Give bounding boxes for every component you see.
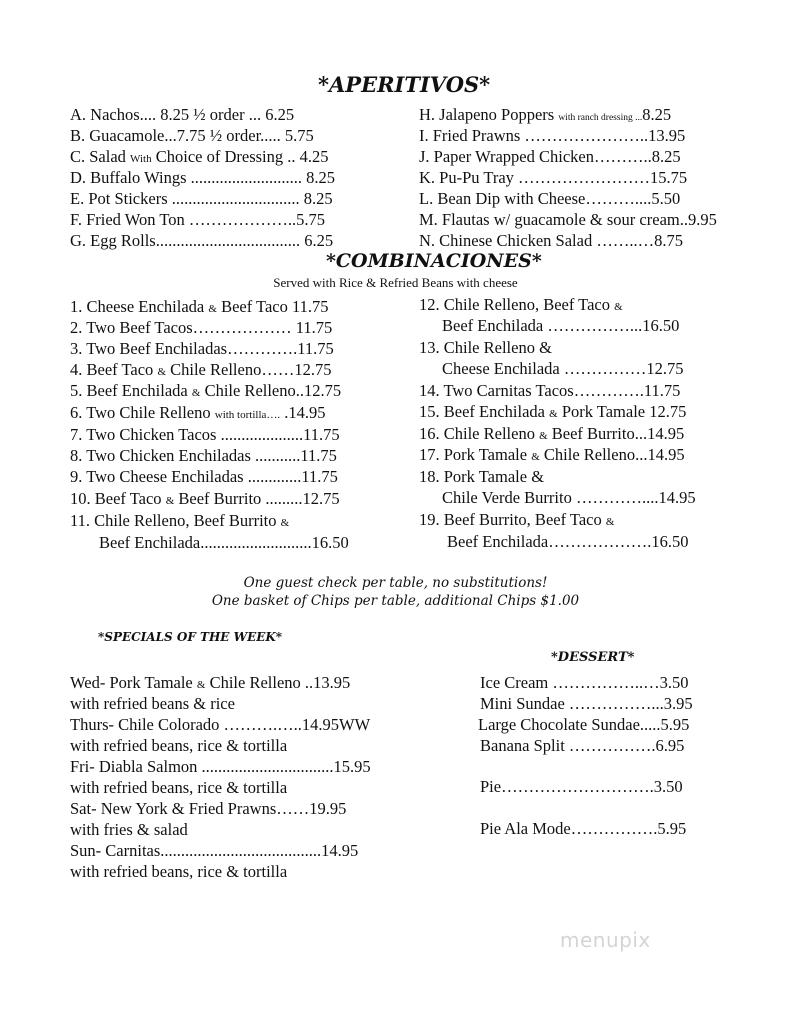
item-price: Chile Relleno...14.95 [539, 445, 685, 464]
item-price: Choice of Dressing .. 4.25 [151, 147, 329, 166]
item-note: with ranch dressing ... [558, 113, 643, 123]
item-amp: & [191, 387, 201, 399]
menu-item: E. Pot Stickers ............................... 8.25 [70, 189, 333, 208]
item-price: Beef Burrito .........12.75 [174, 489, 340, 508]
special-description: with refried beans, rice & tortilla [70, 736, 288, 755]
special-item: Sun- Carnitas.......................................14.95 [70, 841, 359, 860]
combo-item: 7. Two Chicken Tacos ....................11.75 [70, 425, 340, 444]
item-text: 10. Beef Taco [70, 489, 166, 508]
menu-item: J. Paper Wrapped Chicken………..8.25 [419, 147, 681, 166]
aperitivos-title: *APERITIVOS* [318, 72, 491, 97]
combo-item [419, 509, 614, 533]
combo-item: 18. Pork Tamale & [419, 467, 545, 486]
item-text: H. Jalapeno Poppers [419, 105, 559, 124]
combo-item: Beef Enchilada……………….16.50 [447, 532, 689, 551]
combo-item: 8. Two Chicken Enchiladas ...........11.75 [70, 446, 337, 465]
item-note: with tortilla…. [214, 409, 281, 421]
item-price: Beef Taco 11.75 [216, 297, 329, 316]
item-amp: & [539, 430, 548, 442]
combo-item [419, 444, 685, 468]
item-text: 1. Cheese Enchilada [70, 297, 209, 316]
item-price: 8.25 [642, 105, 672, 124]
item-price: Chile Relleno ..13.95 [205, 673, 351, 692]
combinaciones-subtitle: Served with Rice & Refried Beans with cheese [273, 275, 518, 290]
item-price: Beef Burrito...14.95 [547, 424, 685, 443]
item-amp: & [165, 495, 175, 507]
combo-item: 14. Two Carnitas Tacos………….11.75 [419, 381, 681, 400]
combo-item [70, 380, 341, 404]
item-text: 16. Chile Relleno [419, 424, 540, 443]
item-amp: & [208, 303, 217, 315]
item-text: 11. Chile Relleno, Beef Burrito [70, 511, 281, 530]
combinaciones-title: *COMBINACIONES* [326, 250, 542, 272]
combo-item [70, 402, 326, 426]
item-text: 19. Beef Burrito, Beef Taco [419, 510, 606, 529]
special-description: with refried beans, rice & tortilla [70, 862, 288, 881]
combo-item [419, 401, 686, 425]
item-text: 5. Beef Enchilada [70, 381, 192, 400]
menu-item: G. Egg Rolls................................... 6.25 [70, 231, 334, 250]
dessert-item: Large Chocolate Sundae.....5.95 [478, 715, 690, 734]
menu-item: B. Guacamole...7.75 ½ order..... 5.75 [70, 126, 314, 145]
item-text: 17. Pork Tamale [419, 445, 532, 464]
combo-item [70, 488, 340, 512]
combo-item: 13. Chile Relleno & [419, 338, 552, 357]
combo-item: Cheese Enchilada ……………12.75 [442, 359, 684, 378]
dessert-item: Banana Split …………….6.95 [480, 736, 685, 755]
special-description: with refried beans & rice [70, 694, 235, 713]
combo-item [70, 510, 289, 534]
menu-item: D. Buffalo Wings ........................... 8.25 [70, 168, 336, 187]
dessert-item: Mini Sundae ……………...3.95 [480, 694, 693, 713]
item-text: 12. Chile Relleno, Beef Taco [419, 295, 615, 314]
special-item: Thurs- Chile Colorado ……….…..14.95WW [70, 715, 371, 734]
item-amp: & [157, 366, 166, 378]
dessert-item: Pie Ala Mode…………….5.95 [480, 819, 687, 838]
menu-item: N. Chinese Chicken Salad ……..…8.75 [419, 231, 683, 250]
item-amp: & [531, 451, 540, 463]
combo-item: Beef Enchilada ……………...16.50 [442, 316, 680, 335]
dessert-title: *DESSERT* [551, 650, 635, 665]
item-text: Wed- Pork Tamale [70, 673, 197, 692]
special-item: Fri- Diabla Salmon ................................15.95 [70, 757, 371, 776]
combo-item: 3. Two Beef Enchiladas………….11.75 [70, 339, 334, 358]
dessert-item: Ice Cream ……………..…3.50 [480, 673, 689, 692]
menu-item: K. Pu-Pu Tray ……………………15.75 [419, 168, 688, 187]
combo-item: Beef Enchilada...........................16.50 [99, 533, 349, 552]
menu-item: L. Bean Dip with Cheese………....5.50 [419, 189, 681, 208]
item-note: With [130, 153, 152, 165]
specials-title: *SPECIALS OF THE WEEK* [98, 630, 283, 644]
item-price: .14.95 [280, 403, 326, 422]
item-amp: & [280, 517, 290, 529]
dessert-item: Pie……………………….3.50 [480, 777, 683, 796]
item-amp: & [196, 679, 206, 691]
menu-item: M. Flautas w/ guacamole & sour cream..9.95 [419, 210, 717, 229]
policy-note-chips: One basket of Chips per table, additional Chips $1.00 [211, 593, 580, 609]
special-description: with fries & salad [70, 820, 188, 839]
item-price: Chile Relleno……12.75 [166, 360, 332, 379]
item-amp: & [605, 516, 615, 528]
item-amp: & [614, 301, 623, 313]
menu-item: I. Fried Prawns …………………..13.95 [419, 126, 686, 145]
item-text: 4. Beef Taco [70, 360, 158, 379]
special-item: Sat- New York & Fried Prawns……19.95 [70, 799, 347, 818]
combo-item: 9. Two Cheese Enchiladas .............11.75 [70, 467, 338, 486]
watermark-logo: menupix [560, 928, 651, 952]
policy-note-guest-check: One guest check per table, no substitutions! [243, 575, 548, 591]
item-text: C. Salad [70, 147, 131, 166]
menu-item: F. Fried Won Ton ………………..5.75 [70, 210, 326, 229]
special-description: with refried beans, rice & tortilla [70, 778, 288, 797]
combo-item: Chile Verde Burrito …………....14.95 [442, 488, 696, 507]
menu-item: A. Nachos.... 8.25 ½ order ... 6.25 [70, 105, 295, 124]
combo-item: 2. Two Beef Tacos……………… 11.75 [70, 318, 333, 337]
item-price: Chile Relleno..12.75 [200, 381, 342, 400]
item-price: Pork Tamale 12.75 [557, 402, 687, 421]
item-text: 6. Two Chile Relleno [70, 403, 215, 422]
item-text: 15. Beef Enchilada [419, 402, 550, 421]
item-amp: & [549, 408, 558, 420]
